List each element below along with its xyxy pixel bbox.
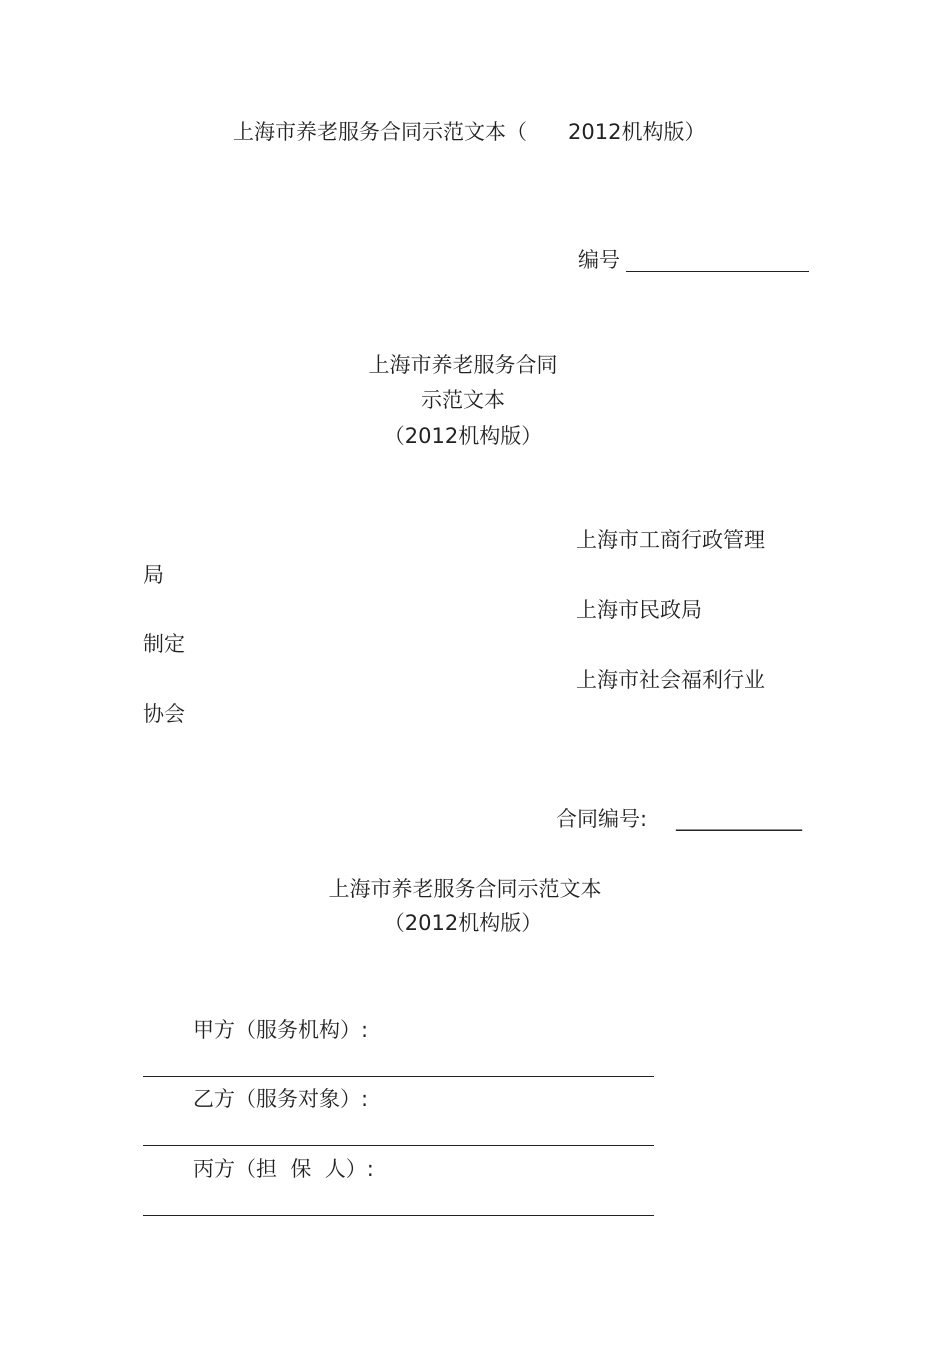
party-a-underline	[143, 1076, 654, 1077]
issuer-1-line2: 局	[143, 563, 164, 587]
issuer-1-line1: 上海市工商行政管理	[576, 528, 765, 552]
cover-title-line2: 示范文本	[421, 388, 505, 412]
issuer-2-line2: 制定	[143, 632, 185, 656]
header-title-suffix: 2012机构版）	[568, 120, 706, 144]
number-label: 编号	[578, 248, 620, 272]
number-underline	[626, 271, 809, 272]
party-c-underline	[143, 1215, 654, 1216]
party-a-label: 甲方（服务机构）:	[193, 1018, 369, 1042]
header-title-prefix: 上海市养老服务合同示范文本（	[233, 120, 527, 144]
party-c-label: 丙方（担 保 人）:	[193, 1157, 374, 1181]
cover-title-line3: （2012机构版）	[383, 424, 543, 448]
contract-number-label: 合同编号:	[556, 807, 648, 831]
issuer-3-line2: 协会	[143, 702, 185, 726]
contract-number-blank: ____________	[676, 807, 802, 831]
party-b-underline	[143, 1145, 654, 1146]
contract-title-line1: 上海市养老服务合同示范文本	[328, 877, 602, 901]
contract-title-line2: （2012机构版）	[383, 911, 543, 935]
cover-title-line1: 上海市养老服务合同	[368, 353, 558, 377]
issuer-3-line1: 上海市社会福利行业	[576, 668, 765, 692]
party-b-label: 乙方（服务对象）:	[193, 1087, 369, 1111]
issuer-2-line1: 上海市民政局	[576, 598, 702, 622]
